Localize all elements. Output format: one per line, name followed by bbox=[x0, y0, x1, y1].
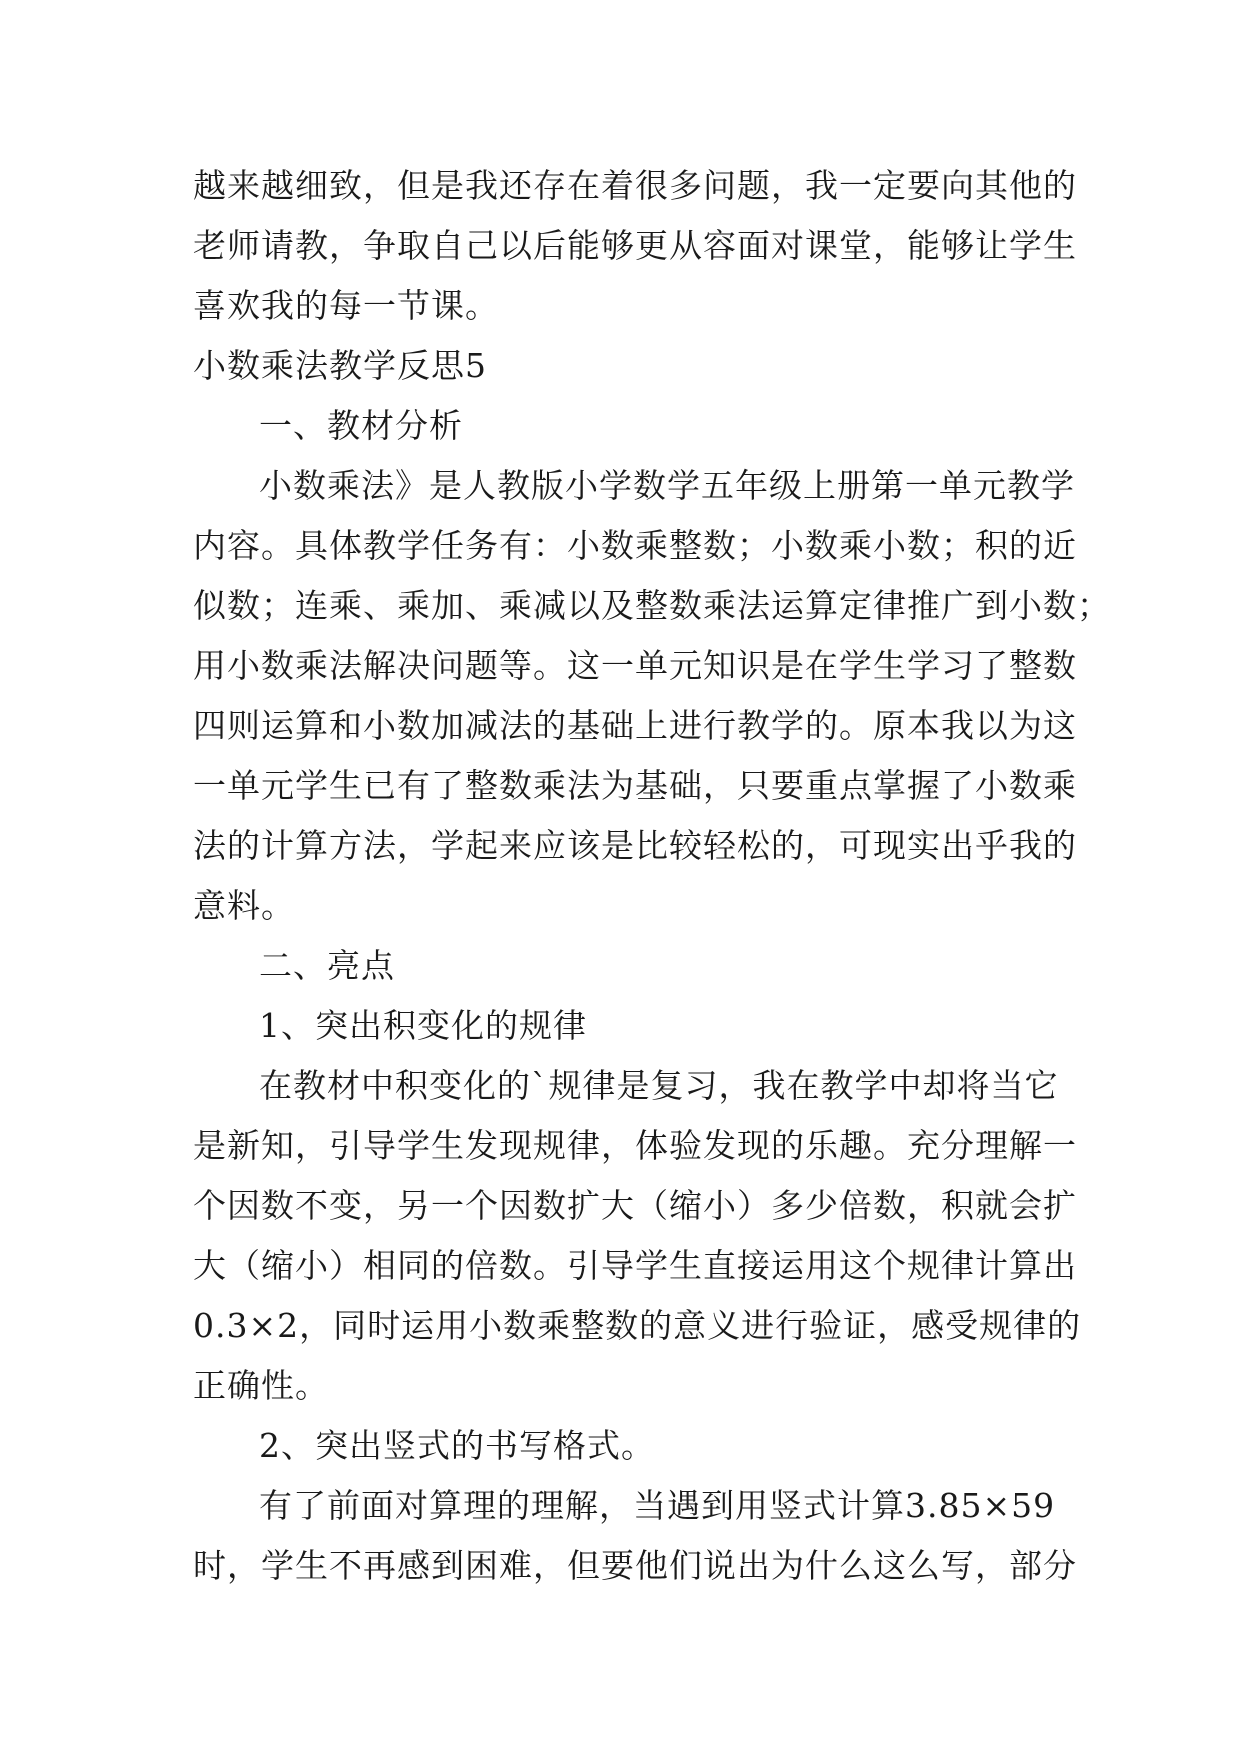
text-line: 似数；连乘、乘加、乘减以及整数乘法运算定律推广到小数； bbox=[193, 586, 1111, 625]
text-line: 有了前面对算理的理解，当遇到用竖式计算3.85×59 bbox=[259, 1486, 1056, 1525]
section-heading: 一、教材分析 bbox=[259, 406, 463, 445]
text-line: 0.3×2，同时运用小数乘整数的意义进行验证，感受规律的 bbox=[193, 1306, 1082, 1345]
section-heading: 二、亮点 bbox=[259, 946, 395, 985]
text-line: 时，学生不再感到困难，但要他们说出为什么这么写，部分 bbox=[193, 1546, 1077, 1585]
text-line: 正确性。 bbox=[193, 1366, 329, 1405]
section-title: 小数乘法教学反思5 bbox=[193, 346, 487, 385]
text-line: 小数乘法》是人教版小学数学五年级上册第一单元教学 bbox=[259, 466, 1075, 505]
text-line: 越来越细致，但是我还存在着很多问题，我一定要向其他的 bbox=[193, 166, 1077, 205]
text-line: 个因数不变，另一个因数扩大（缩小）多少倍数，积就会扩 bbox=[193, 1186, 1077, 1225]
text-line: 四则运算和小数加减法的基础上进行教学的。原本我以为这 bbox=[193, 706, 1077, 745]
text-line: 意料。 bbox=[193, 886, 295, 925]
text-line: 喜欢我的每一节课。 bbox=[193, 286, 499, 325]
text-line: 在教材中积变化的`规律是复习，我在教学中却将当它 bbox=[259, 1066, 1059, 1105]
subsection-heading: 1、突出积变化的规律 bbox=[259, 1006, 587, 1045]
text-line: 一单元学生已有了整数乘法为基础，只要重点掌握了小数乘 bbox=[193, 766, 1077, 805]
text-line: 用小数乘法解决问题等。这一单元知识是在学生学习了整数 bbox=[193, 646, 1077, 685]
text-line: 是新知，引导学生发现规律，体验发现的乐趣。充分理解一 bbox=[193, 1126, 1077, 1165]
text-line: 老师请教，争取自己以后能够更从容面对课堂，能够让学生 bbox=[193, 226, 1077, 265]
text-line: 法的计算方法，学起来应该是比较轻松的，可现实出乎我的 bbox=[193, 826, 1077, 865]
text-line: 内容。具体教学任务有：小数乘整数；小数乘小数；积的近 bbox=[193, 526, 1077, 565]
document-page bbox=[193, 156, 1111, 1596]
subsection-heading: 2、突出竖式的书写格式。 bbox=[259, 1426, 655, 1465]
text-line: 大（缩小）相同的倍数。引导学生直接运用这个规律计算出 bbox=[193, 1246, 1077, 1285]
